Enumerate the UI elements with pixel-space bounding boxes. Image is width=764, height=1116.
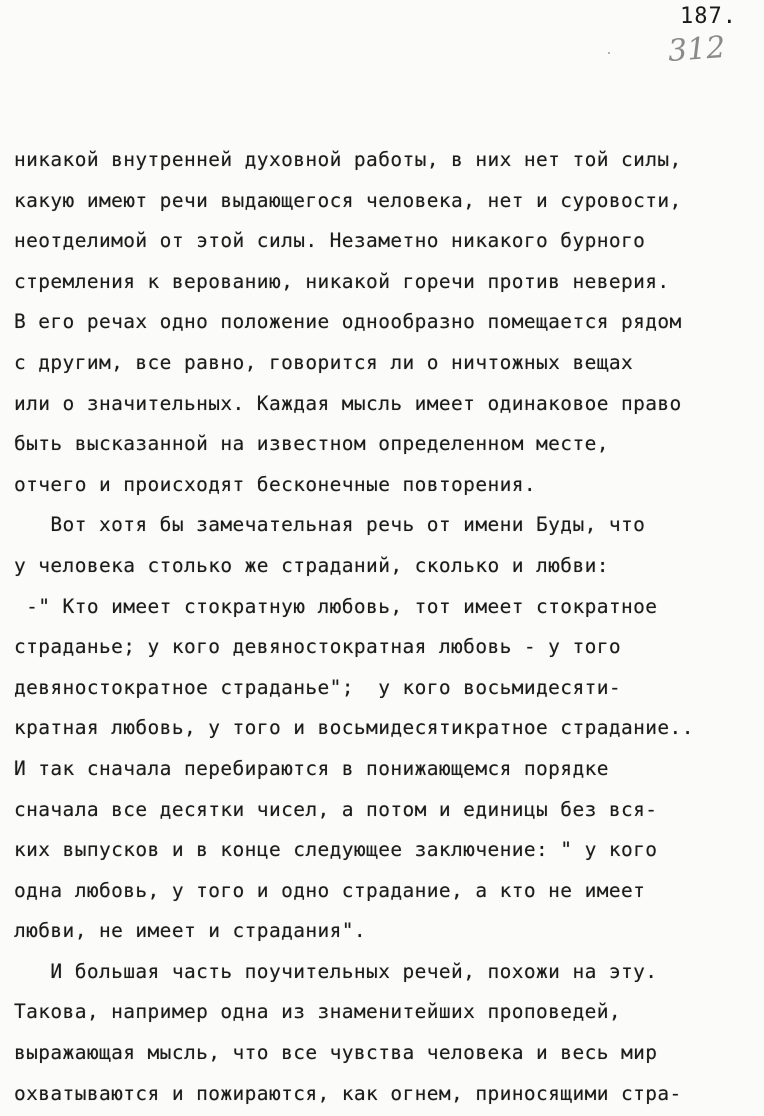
text-line: одна любовь, у того и одно страдание, а кто не имеет — [14, 878, 646, 902]
text-line: или о значительных. Каждая мысль имеет одинаковое право — [14, 391, 682, 415]
text-line: В его речах одно положение однообразно помещается рядом — [14, 310, 682, 334]
text-line: сначала все десятки чисел, а потом и единицы без вся- — [14, 797, 658, 821]
page-number: 187. — [680, 4, 737, 29]
text-line: стремления к верованию, никакой горечи против неверия. — [14, 269, 670, 293]
text-line: выражающая мысль, что все чувства человека и весь мир — [14, 1041, 658, 1065]
text-line: какую имеют речи выдающегося человека, нет и суровости, — [14, 188, 682, 212]
text-line: любви, не имеет и страдания". — [14, 919, 367, 943]
paper-speck — [608, 52, 610, 54]
text-line: Вот хотя бы замечательная речь от имени Буды, что — [14, 513, 646, 537]
text-line: у человека столько же страданий, сколько и любви: — [14, 553, 609, 577]
text-line: И большая часть поучительных речей, похожи на эту. — [14, 959, 658, 983]
text-line: отчего и происходят бесконечные повторения. — [14, 472, 537, 496]
text-line: кратная любовь, у того и восьмидесятикратное страдание.. — [14, 716, 694, 740]
text-line: Такова, например одна из знаменитейших проповедей, — [14, 1000, 621, 1024]
handwritten-archive-number: 312 — [666, 30, 727, 69]
text-line: неотделимой от этой силы. Незаметно никакого бурного — [14, 229, 646, 253]
text-line: -" Кто имеет стократную любовь, тот имеет стократное — [14, 594, 658, 618]
text-line: И так сначала перебираются в понижающемся порядке — [14, 756, 609, 780]
text-line: с другим, все равно, говорится ли о ничтожных вещах — [14, 350, 634, 374]
text-line: страданье; у кого девяностократная любовь - у того — [14, 635, 621, 659]
typed-text-body — [14, 140, 758, 1114]
text-line: охватываются и пожираются, как огнем, приносящими стра- — [14, 1081, 682, 1105]
text-line: никакой внутренней духовной работы, в них нет той силы, — [14, 148, 682, 171]
text-line: девяностократное страданье"; у кого восьмидесяти- — [14, 675, 621, 699]
text-line: ких выпусков и в конце следующее заключение: " у кого — [14, 838, 658, 862]
text-line: быть высказанной на известном определенном месте, — [14, 432, 609, 456]
